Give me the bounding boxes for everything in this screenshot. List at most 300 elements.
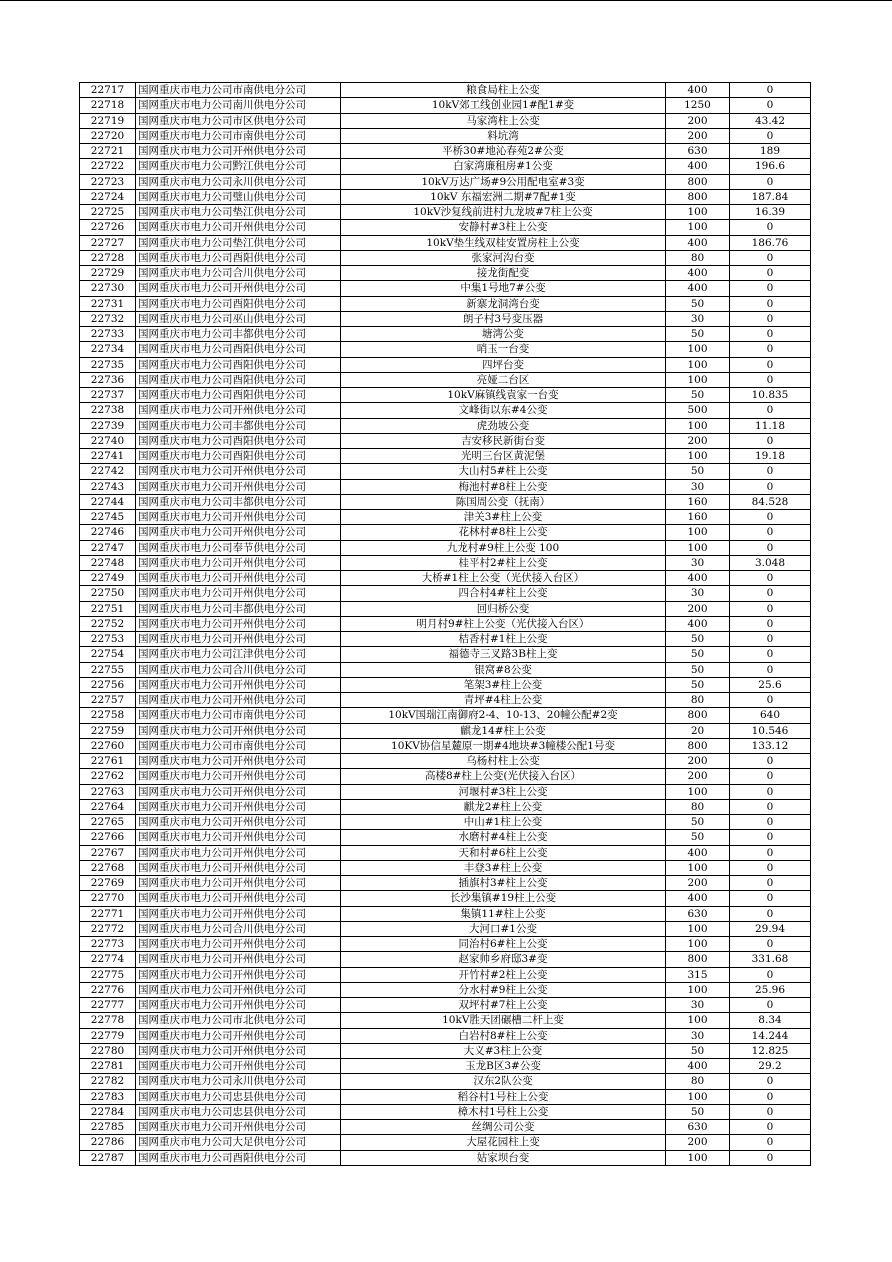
transformer-name-cell: 10kV万达广场#9公用配电室#3变 [341, 174, 666, 189]
company-cell: 国网重庆市电力公司市南供电分公司 [136, 708, 341, 723]
capacity-cell: 50 [666, 296, 730, 311]
row-id-cell: 22765 [80, 815, 136, 830]
company-cell: 国网重庆市电力公司开州供电分公司 [136, 967, 341, 982]
row-id-cell: 22753 [80, 632, 136, 647]
company-cell: 国网重庆市电力公司酉阳供电分公司 [136, 1150, 341, 1165]
transformer-name-cell: 银窝#8公变 [341, 662, 666, 677]
transformer-name-cell: 水磨村#4柱上公变 [341, 830, 666, 845]
table-row [80, 967, 811, 982]
capacity-cell: 400 [666, 891, 730, 906]
company-cell: 国网重庆市电力公司南川供电分公司 [136, 98, 341, 113]
company-cell: 国网重庆市电力公司江津供电分公司 [136, 647, 341, 662]
transformer-name-cell: 稻谷村1号柱上公变 [341, 1089, 666, 1104]
capacity-cell: 630 [666, 906, 730, 921]
page-top-border [0, 0, 892, 1]
row-id-cell: 22745 [80, 510, 136, 525]
transformer-name-cell: 高楼8#柱上公变(光伏接入台区） [341, 769, 666, 784]
table-row [80, 586, 811, 601]
company-cell: 国网重庆市电力公司黔江供电分公司 [136, 159, 341, 174]
table-row [80, 1059, 811, 1074]
row-id-cell: 22777 [80, 998, 136, 1013]
transformer-name-cell: 10kV胜天团碾槽二杆上变 [341, 1013, 666, 1028]
value-cell: 0 [730, 433, 811, 448]
capacity-cell: 100 [666, 418, 730, 433]
row-id-cell: 22778 [80, 1013, 136, 1028]
row-id-cell: 22726 [80, 220, 136, 235]
capacity-cell: 80 [666, 250, 730, 265]
company-cell: 国网重庆市电力公司酉阳供电分公司 [136, 357, 341, 372]
row-id-cell: 22781 [80, 1059, 136, 1074]
row-id-cell: 22730 [80, 281, 136, 296]
transformer-name-cell: 天和村#6柱上公变 [341, 845, 666, 860]
capacity-cell: 1250 [666, 98, 730, 113]
capacity-cell: 100 [666, 449, 730, 464]
capacity-cell: 30 [666, 311, 730, 326]
value-cell: 0 [730, 1074, 811, 1089]
capacity-cell: 400 [666, 1059, 730, 1074]
company-cell: 国网重庆市电力公司开州供电分公司 [136, 937, 341, 952]
row-id-cell: 22761 [80, 754, 136, 769]
row-id-cell: 22766 [80, 830, 136, 845]
transformer-name-cell: 亮娅二台区 [341, 372, 666, 387]
company-cell: 国网重庆市电力公司开州供电分公司 [136, 1059, 341, 1074]
capacity-cell: 50 [666, 388, 730, 403]
row-id-cell: 22774 [80, 952, 136, 967]
table-row [80, 357, 811, 372]
table-row [80, 525, 811, 540]
company-cell: 国网重庆市电力公司开州供电分公司 [136, 510, 341, 525]
capacity-cell: 100 [666, 1150, 730, 1165]
row-id-cell: 22759 [80, 723, 136, 738]
transformer-name-cell: 明月村9#柱上公变（光伏接入台区） [341, 616, 666, 631]
value-cell: 0 [730, 769, 811, 784]
value-cell: 0 [730, 693, 811, 708]
transformer-name-cell: 赵家帅乡府邸3#变 [341, 952, 666, 967]
transformer-name-cell: 大桥#1柱上公变（光伏接入台区） [341, 571, 666, 586]
value-cell: 133.12 [730, 738, 811, 753]
row-id-cell: 22782 [80, 1074, 136, 1089]
table-row [80, 937, 811, 952]
company-cell: 国网重庆市电力公司市区供电分公司 [136, 113, 341, 128]
capacity-cell: 400 [666, 616, 730, 631]
capacity-cell: 100 [666, 525, 730, 540]
transformer-name-cell: 麒龙2#柱上公变 [341, 799, 666, 814]
company-cell: 国网重庆市电力公司忠县供电分公司 [136, 1104, 341, 1119]
transformer-name-cell: 朗子村3号变压器 [341, 311, 666, 326]
capacity-cell: 80 [666, 1074, 730, 1089]
value-cell: 0 [730, 845, 811, 860]
row-id-cell: 22743 [80, 479, 136, 494]
table-row [80, 769, 811, 784]
company-cell: 国网重庆市电力公司开州供电分公司 [136, 571, 341, 586]
transformer-name-cell: 九龙村#9柱上公变 100 [341, 540, 666, 555]
value-cell: 640 [730, 708, 811, 723]
row-id-cell: 22738 [80, 403, 136, 418]
transformer-name-cell: 光明三台区黄泥堡 [341, 449, 666, 464]
value-cell: 186.76 [730, 235, 811, 250]
table-row [80, 845, 811, 860]
transformer-name-cell: 大义#3柱上公变 [341, 1043, 666, 1058]
capacity-cell: 30 [666, 998, 730, 1013]
table-row [80, 647, 811, 662]
transformer-name-cell: 中山#1柱上公变 [341, 815, 666, 830]
capacity-cell: 200 [666, 876, 730, 891]
table-row [80, 540, 811, 555]
capacity-cell: 200 [666, 433, 730, 448]
value-cell: 0 [730, 220, 811, 235]
table-row [80, 449, 811, 464]
value-cell: 0 [730, 1089, 811, 1104]
capacity-cell: 50 [666, 662, 730, 677]
row-id-cell: 22744 [80, 494, 136, 509]
capacity-cell: 400 [666, 235, 730, 250]
transformer-name-cell: 四坪台变 [341, 357, 666, 372]
capacity-cell: 100 [666, 220, 730, 235]
transformer-name-cell: 集镇11#柱上公变 [341, 906, 666, 921]
company-cell: 国网重庆市电力公司酉阳供电分公司 [136, 296, 341, 311]
transformer-name-cell: 福德寺三叉路3B柱上变 [341, 647, 666, 662]
row-id-cell: 22786 [80, 1135, 136, 1150]
row-id-cell: 22747 [80, 540, 136, 555]
value-cell: 0 [730, 296, 811, 311]
transformer-name-cell: 10KV协信星麓原一期#4地块#3幢楼公配1号变 [341, 738, 666, 753]
capacity-cell: 100 [666, 1089, 730, 1104]
table-row [80, 1028, 811, 1043]
table-row [80, 494, 811, 509]
row-id-cell: 22771 [80, 906, 136, 921]
company-cell: 国网重庆市电力公司开州供电分公司 [136, 769, 341, 784]
transformer-name-cell: 大河口#1公变 [341, 921, 666, 936]
table-row [80, 891, 811, 906]
company-cell: 国网重庆市电力公司忠县供电分公司 [136, 1089, 341, 1104]
table-row [80, 128, 811, 143]
table-row [80, 693, 811, 708]
transformer-name-cell: 双坪村#7柱上公变 [341, 998, 666, 1013]
company-cell: 国网重庆市电力公司开州供电分公司 [136, 952, 341, 967]
value-cell: 0 [730, 1120, 811, 1135]
capacity-cell: 800 [666, 738, 730, 753]
capacity-cell: 20 [666, 723, 730, 738]
value-cell: 0 [730, 601, 811, 616]
value-cell: 0 [730, 830, 811, 845]
transformer-name-cell: 汉东2队公变 [341, 1074, 666, 1089]
value-cell: 0 [730, 464, 811, 479]
company-cell: 国网重庆市电力公司开州供电分公司 [136, 891, 341, 906]
table-row [80, 616, 811, 631]
transformer-name-cell: 乌杨村柱上公变 [341, 754, 666, 769]
company-cell: 国网重庆市电力公司开州供电分公司 [136, 693, 341, 708]
capacity-cell: 30 [666, 479, 730, 494]
capacity-cell: 200 [666, 128, 730, 143]
value-cell: 84.528 [730, 494, 811, 509]
value-cell: 14.244 [730, 1028, 811, 1043]
company-cell: 国网重庆市电力公司开州供电分公司 [136, 464, 341, 479]
company-cell: 国网重庆市电力公司开州供电分公司 [136, 144, 341, 159]
row-id-cell: 22731 [80, 296, 136, 311]
table-row [80, 860, 811, 875]
table-row [80, 662, 811, 677]
table-row [80, 1013, 811, 1028]
value-cell: 0 [730, 616, 811, 631]
company-cell: 国网重庆市电力公司开州供电分公司 [136, 616, 341, 631]
company-cell: 国网重庆市电力公司永川供电分公司 [136, 174, 341, 189]
table-row [80, 952, 811, 967]
value-cell: 0 [730, 403, 811, 418]
table-row [80, 418, 811, 433]
capacity-cell: 315 [666, 967, 730, 982]
value-cell: 0 [730, 372, 811, 387]
row-id-cell: 22717 [80, 83, 136, 98]
table-row [80, 296, 811, 311]
company-cell: 国网重庆市电力公司丰都供电分公司 [136, 327, 341, 342]
transformer-name-cell: 陈国周公变（抚南） [341, 494, 666, 509]
table-row [80, 982, 811, 997]
capacity-cell: 100 [666, 982, 730, 997]
capacity-cell: 400 [666, 159, 730, 174]
company-cell: 国网重庆市电力公司合川供电分公司 [136, 266, 341, 281]
value-cell: 0 [730, 662, 811, 677]
company-cell: 国网重庆市电力公司垫江供电分公司 [136, 205, 341, 220]
table-row [80, 464, 811, 479]
capacity-cell: 100 [666, 205, 730, 220]
transformer-name-cell: 四合村4#柱上公变 [341, 586, 666, 601]
transformer-name-cell: 河堰村#3柱上公变 [341, 784, 666, 799]
value-cell: 0 [730, 281, 811, 296]
transformer-name-cell: 笔架3#柱上公变 [341, 677, 666, 692]
company-cell: 国网重庆市电力公司开州供电分公司 [136, 815, 341, 830]
capacity-cell: 100 [666, 357, 730, 372]
row-id-cell: 22734 [80, 342, 136, 357]
table-row [80, 784, 811, 799]
transformer-name-cell: 10kV垫生线双桂安置房柱上公变 [341, 235, 666, 250]
table-row [80, 433, 811, 448]
value-cell: 187.84 [730, 189, 811, 204]
capacity-cell: 50 [666, 677, 730, 692]
company-cell: 国网重庆市电力公司酉阳供电分公司 [136, 449, 341, 464]
table-row [80, 189, 811, 204]
value-cell: 0 [730, 632, 811, 647]
table-row [80, 220, 811, 235]
row-id-cell: 22722 [80, 159, 136, 174]
capacity-cell: 160 [666, 510, 730, 525]
transformer-name-cell: 大屋花园柱上变 [341, 1135, 666, 1150]
table-row [80, 723, 811, 738]
value-cell: 29.2 [730, 1059, 811, 1074]
transformer-name-cell: 丝绸公司公变 [341, 1120, 666, 1135]
company-cell: 国网重庆市电力公司丰都供电分公司 [136, 418, 341, 433]
capacity-cell: 400 [666, 281, 730, 296]
table-row [80, 830, 811, 845]
capacity-cell: 50 [666, 464, 730, 479]
row-id-cell: 22769 [80, 876, 136, 891]
value-cell: 0 [730, 174, 811, 189]
row-id-cell: 22762 [80, 769, 136, 784]
company-cell: 国网重庆市电力公司开州供电分公司 [136, 586, 341, 601]
table-row [80, 235, 811, 250]
table-row [80, 479, 811, 494]
row-id-cell: 22757 [80, 693, 136, 708]
row-id-cell: 22746 [80, 525, 136, 540]
transformer-name-cell: 青坪#4柱上公变 [341, 693, 666, 708]
row-id-cell: 22739 [80, 418, 136, 433]
table-row [80, 83, 811, 98]
company-cell: 国网重庆市电力公司开州供电分公司 [136, 479, 341, 494]
value-cell: 331.68 [730, 952, 811, 967]
value-cell: 0 [730, 266, 811, 281]
transformer-name-cell: 同治村6#柱上公变 [341, 937, 666, 952]
value-cell: 0 [730, 754, 811, 769]
transformer-name-cell: 桔香村#1柱上公变 [341, 632, 666, 647]
value-cell: 0 [730, 937, 811, 952]
value-cell: 0 [730, 357, 811, 372]
company-cell: 国网重庆市电力公司开州供电分公司 [136, 799, 341, 814]
company-cell: 国网重庆市电力公司开州供电分公司 [136, 632, 341, 647]
company-cell: 国网重庆市电力公司开州供电分公司 [136, 525, 341, 540]
table-row [80, 266, 811, 281]
transformer-name-cell: 平桥30#地沁春苑2#公变 [341, 144, 666, 159]
table-row [80, 998, 811, 1013]
transformer-name-cell: 接龙街配变 [341, 266, 666, 281]
company-cell: 国网重庆市电力公司巫山供电分公司 [136, 311, 341, 326]
row-id-cell: 22779 [80, 1028, 136, 1043]
value-cell: 10.546 [730, 723, 811, 738]
transformer-name-cell: 10kV 东福宏洲二期#7配#1变 [341, 189, 666, 204]
company-cell: 国网重庆市电力公司开州供电分公司 [136, 555, 341, 570]
row-id-cell: 22728 [80, 250, 136, 265]
transformer-name-cell: 麒龙14#柱上公变 [341, 723, 666, 738]
capacity-cell: 630 [666, 144, 730, 159]
value-cell: 0 [730, 799, 811, 814]
transformer-name-cell: 开竹村#2柱上公变 [341, 967, 666, 982]
value-cell: 196.6 [730, 159, 811, 174]
value-cell: 0 [730, 876, 811, 891]
table-row [80, 403, 811, 418]
value-cell: 0 [730, 1135, 811, 1150]
capacity-cell: 100 [666, 860, 730, 875]
value-cell: 0 [730, 815, 811, 830]
capacity-cell: 100 [666, 921, 730, 936]
value-cell: 10.835 [730, 388, 811, 403]
row-id-cell: 22741 [80, 449, 136, 464]
value-cell: 0 [730, 998, 811, 1013]
table-row [80, 159, 811, 174]
capacity-cell: 80 [666, 693, 730, 708]
transformer-name-cell: 中集1号地7#公变 [341, 281, 666, 296]
table-row [80, 1043, 811, 1058]
row-id-cell: 22760 [80, 738, 136, 753]
table-row [80, 174, 811, 189]
capacity-cell: 800 [666, 952, 730, 967]
table-row [80, 708, 811, 723]
capacity-cell: 50 [666, 815, 730, 830]
company-cell: 国网重庆市电力公司酉阳供电分公司 [136, 388, 341, 403]
row-id-cell: 22732 [80, 311, 136, 326]
company-cell: 国网重庆市电力公司大足供电分公司 [136, 1135, 341, 1150]
capacity-cell: 800 [666, 174, 730, 189]
company-cell: 国网重庆市电力公司开州供电分公司 [136, 845, 341, 860]
row-id-cell: 22736 [80, 372, 136, 387]
company-cell: 国网重庆市电力公司开州供电分公司 [136, 1028, 341, 1043]
value-cell: 0 [730, 647, 811, 662]
capacity-cell: 200 [666, 769, 730, 784]
company-cell: 国网重庆市电力公司开州供电分公司 [136, 982, 341, 997]
row-id-cell: 22718 [80, 98, 136, 113]
row-id-cell: 22776 [80, 982, 136, 997]
table-row [80, 632, 811, 647]
table-row [80, 98, 811, 113]
row-id-cell: 22767 [80, 845, 136, 860]
transformer-name-cell: 哨玉一台变 [341, 342, 666, 357]
row-id-cell: 22770 [80, 891, 136, 906]
row-id-cell: 22749 [80, 571, 136, 586]
value-cell: 16.39 [730, 205, 811, 220]
row-id-cell: 22719 [80, 113, 136, 128]
value-cell: 0 [730, 586, 811, 601]
company-cell: 国网重庆市电力公司璧山供电分公司 [136, 189, 341, 204]
capacity-cell: 100 [666, 1013, 730, 1028]
capacity-cell: 30 [666, 1028, 730, 1043]
transformer-name-cell: 桂平村2#柱上公变 [341, 555, 666, 570]
table-row [80, 876, 811, 891]
row-id-cell: 22735 [80, 357, 136, 372]
value-cell: 12.825 [730, 1043, 811, 1058]
company-cell: 国网重庆市电力公司永川供电分公司 [136, 1074, 341, 1089]
transformer-name-cell: 塘湾公变 [341, 327, 666, 342]
company-cell: 国网重庆市电力公司酉阳供电分公司 [136, 250, 341, 265]
company-cell: 国网重庆市电力公司开州供电分公司 [136, 1120, 341, 1135]
transformer-name-cell: 梅池村#8柱上公变 [341, 479, 666, 494]
company-cell: 国网重庆市电力公司开州供电分公司 [136, 906, 341, 921]
transformer-name-cell: 丰登3#柱上公变 [341, 860, 666, 875]
value-cell: 0 [730, 510, 811, 525]
capacity-cell: 200 [666, 601, 730, 616]
row-id-cell: 22727 [80, 235, 136, 250]
transformer-name-cell: 虎劲坡公变 [341, 418, 666, 433]
company-cell: 国网重庆市电力公司开州供电分公司 [136, 220, 341, 235]
value-cell: 43.42 [730, 113, 811, 128]
table-row [80, 1104, 811, 1119]
table-row [80, 1150, 811, 1165]
value-cell: 0 [730, 250, 811, 265]
company-cell: 国网重庆市电力公司丰都供电分公司 [136, 601, 341, 616]
table-row [80, 677, 811, 692]
value-cell: 25.6 [730, 677, 811, 692]
row-id-cell: 22785 [80, 1120, 136, 1135]
value-cell: 0 [730, 891, 811, 906]
value-cell: 0 [730, 571, 811, 586]
row-id-cell: 22725 [80, 205, 136, 220]
row-id-cell: 22748 [80, 555, 136, 570]
transformer-name-cell: 张家河沟台变 [341, 250, 666, 265]
capacity-cell: 50 [666, 327, 730, 342]
value-cell: 25.96 [730, 982, 811, 997]
company-cell: 国网重庆市电力公司合川供电分公司 [136, 662, 341, 677]
company-cell: 国网重庆市电力公司市南供电分公司 [136, 83, 341, 98]
transformer-name-cell: 料坑湾 [341, 128, 666, 143]
row-id-cell: 22724 [80, 189, 136, 204]
capacity-cell: 400 [666, 845, 730, 860]
company-cell: 国网重庆市电力公司开州供电分公司 [136, 830, 341, 845]
transformer-name-cell: 10kV国瑞江南御府2-4、10-13、20幢公配#2变 [341, 708, 666, 723]
transformer-name-cell: 安静村#3柱上公变 [341, 220, 666, 235]
company-cell: 国网重庆市电力公司酉阳供电分公司 [136, 372, 341, 387]
transformer-name-cell: 吉安移民新街台变 [341, 433, 666, 448]
row-id-cell: 22752 [80, 616, 136, 631]
capacity-cell: 500 [666, 403, 730, 418]
table-row [80, 250, 811, 265]
row-id-cell: 22733 [80, 327, 136, 342]
table-body [80, 83, 811, 1166]
